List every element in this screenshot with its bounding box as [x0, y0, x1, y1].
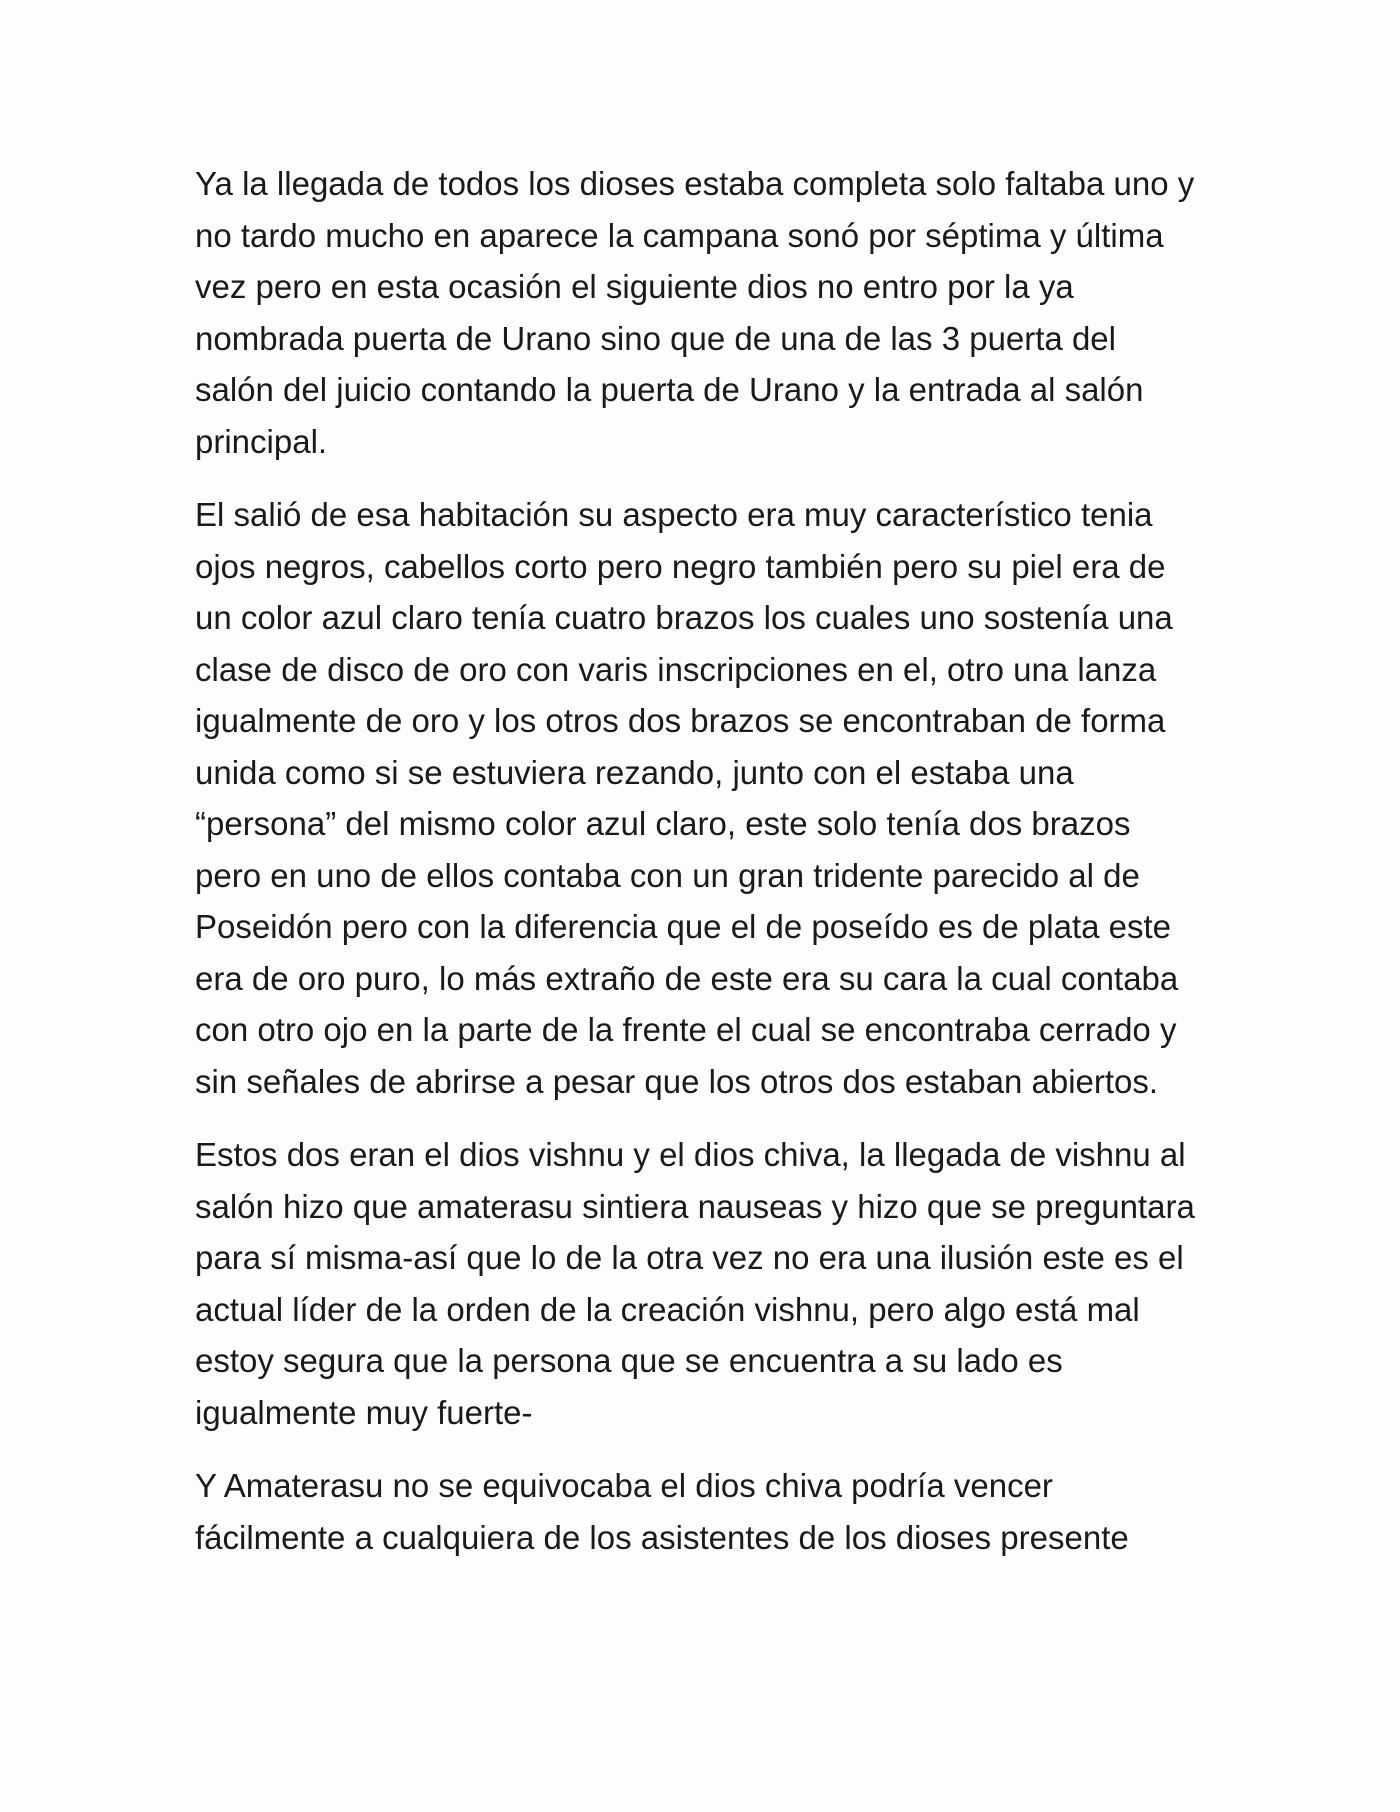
document-body — [195, 158, 1215, 1585]
text-line: actual líder de la orden de la creación vishnu, pero algo está mal — [195, 1290, 1140, 1328]
text-line: nombrada puerta de Urano sino que de una de las 3 puerta del — [195, 319, 1116, 357]
text-line: fácilmente a cualquiera de los asistentes de los dioses presente — [195, 1518, 1129, 1556]
text-line: salón hizo que amaterasu sintiera nauseas y hizo que se preguntara — [195, 1187, 1195, 1225]
paragraph-2 — [195, 489, 1215, 1107]
text-line: sin señales de abrirse a pesar que los otros dos estaban abiertos. — [195, 1062, 1159, 1100]
text-line: clase de disco de oro con varis inscripciones en el, otro una lanza — [195, 650, 1157, 688]
text-line: El salió de esa habitación su aspecto era muy característico tenia — [195, 496, 1153, 533]
text-line: con otro ojo en la parte de la frente el cual se encontraba cerrado y — [195, 1011, 1177, 1048]
text-line: no tardo mucho en aparece la campana sonó por séptima y última — [195, 216, 1164, 254]
text-line: Y Amaterasu no se equivocaba el dios chiva podría vencer — [195, 1467, 1053, 1504]
paragraph-4 — [195, 1460, 1215, 1563]
text-line: Estos dos eran el dios vishnu y el dios chiva, la llegada de vishnu al — [195, 1136, 1186, 1173]
text-line: igualmente muy fuerte- — [195, 1393, 533, 1431]
text-line: Poseidón pero con la diferencia que el de poseído es de plata este — [195, 908, 1172, 945]
paragraph-1 — [195, 158, 1215, 467]
text-line: unida como si se estuviera rezando, junto con el estaba una — [195, 753, 1074, 791]
text-line: vez pero en esta ocasión el siguiente dios no entro por la ya — [195, 268, 1074, 305]
text-line: pero en uno de ellos contaba con un gran tridente parecido al de — [195, 856, 1140, 894]
text-line: un color azul claro tenía cuatro brazos los cuales uno sostenía una — [195, 599, 1173, 636]
text-line: ojos negros, cabellos corto pero negro también pero su piel era de — [195, 547, 1166, 585]
text-line: principal. — [195, 422, 328, 460]
text-line: para sí misma-así que lo de la otra vez no era una ilusión este es el — [195, 1239, 1184, 1276]
text-line: igualmente de oro y los otros dos brazos se encontraban de forma — [195, 702, 1166, 739]
text-line: Ya la llegada de todos los dioses estaba completa solo faltaba uno y — [195, 165, 1195, 202]
text-line: “persona” del mismo color azul claro, este solo tenía dos brazos — [195, 805, 1131, 842]
text-line: estoy segura que la persona que se encuentra a su lado es — [195, 1342, 1063, 1379]
text-line: salón del juicio contando la puerta de Urano y la entrada al salón — [195, 371, 1144, 408]
text-line: era de oro puro, lo más extraño de este era su cara la cual contaba — [195, 959, 1179, 997]
paragraph-3 — [195, 1129, 1215, 1438]
